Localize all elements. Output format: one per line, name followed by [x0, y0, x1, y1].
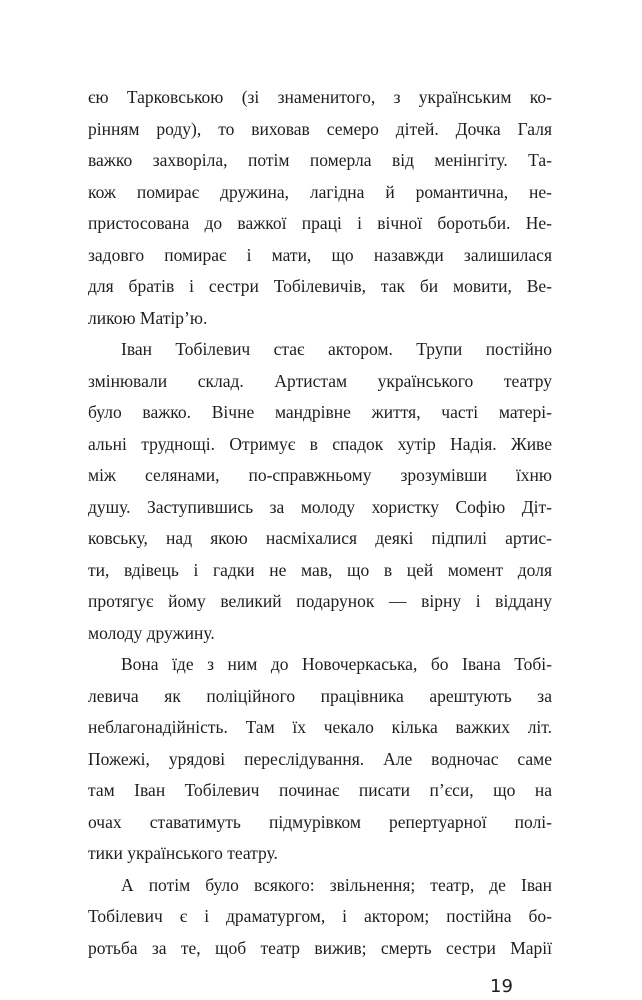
text-line: пристосована до важкої праці і вічної боротьби. Не-: [88, 213, 552, 233]
text-line: левича як поліційного працівника арештують за: [88, 685, 552, 706]
text-line: Іван Тобілевич стає актором. Трупи постійно: [121, 339, 552, 359]
text-line: молоду дружину.: [88, 622, 215, 643]
text-line: альні труднощі. Отримує в спадок хутір Надія. Живе: [88, 433, 552, 454]
page-number: 19: [490, 976, 513, 997]
text-line: змінювали склад. Артистам українського театру: [88, 370, 552, 391]
text-line: протягує йому великий подарунок — вірну і віддану: [88, 591, 552, 611]
text-line: ковську, над якою насміхалися деякі підпилі артис-: [88, 528, 552, 548]
text-line: ликою Матір’ю.: [88, 307, 208, 328]
text-line: очах ставатимуть підмурівком репертуарної полі-: [88, 811, 552, 832]
text-line: було важко. Вічне мандрівне життя, часті матері-: [88, 402, 552, 422]
paragraph: [88, 870, 552, 965]
paragraph: [88, 649, 552, 870]
text-line: задовго помирає і мати, що назавжди залишилася: [88, 244, 552, 265]
text-line: кож помирає дружина, лагідна й романтична, не-: [88, 181, 552, 202]
text-line: тики українського театру.: [88, 843, 278, 863]
text-line: Пожежі, урядові переслідування. Але водночас саме: [88, 748, 552, 769]
text-line: душу. Заступившись за молоду хористку Софію Діт-: [88, 496, 552, 517]
text-line: там Іван Тобілевич починає писати п’єси, що на: [88, 780, 552, 800]
page-body-text: [88, 82, 552, 964]
text-line: ти, вдівець і гадки не мав, що в цей момент доля: [88, 559, 552, 580]
text-line: ротьба за те, щоб театр вижив; смерть сестри Марії: [88, 937, 552, 958]
text-line: між селянами, по-справжньому зрозумівши їхню: [88, 465, 552, 485]
text-line: важко захворіла, потім померла від менінгіту. Та-: [88, 150, 552, 170]
text-line: Вона їде з ним до Новочеркаська, бо Івана Тобі-: [121, 654, 552, 674]
text-line: для братів і сестри Тобілевичів, так би мовити, Ве-: [88, 276, 552, 296]
paragraph: [88, 334, 552, 649]
text-line: А потім було всякого: звільнення; театр, де Іван: [121, 874, 552, 895]
text-line: неблагонадійність. Там їх чекало кілька важких літ.: [88, 717, 552, 737]
paragraph: [88, 82, 552, 334]
text-line: рінням роду), то виховав семеро дітей. Дочка Галя: [88, 118, 552, 139]
text-line: єю Тарковською (зі знаменитого, з українським ко-: [88, 87, 552, 107]
text-line: Тобілевич є і драматургом, і актором; постійна бо-: [88, 906, 552, 926]
